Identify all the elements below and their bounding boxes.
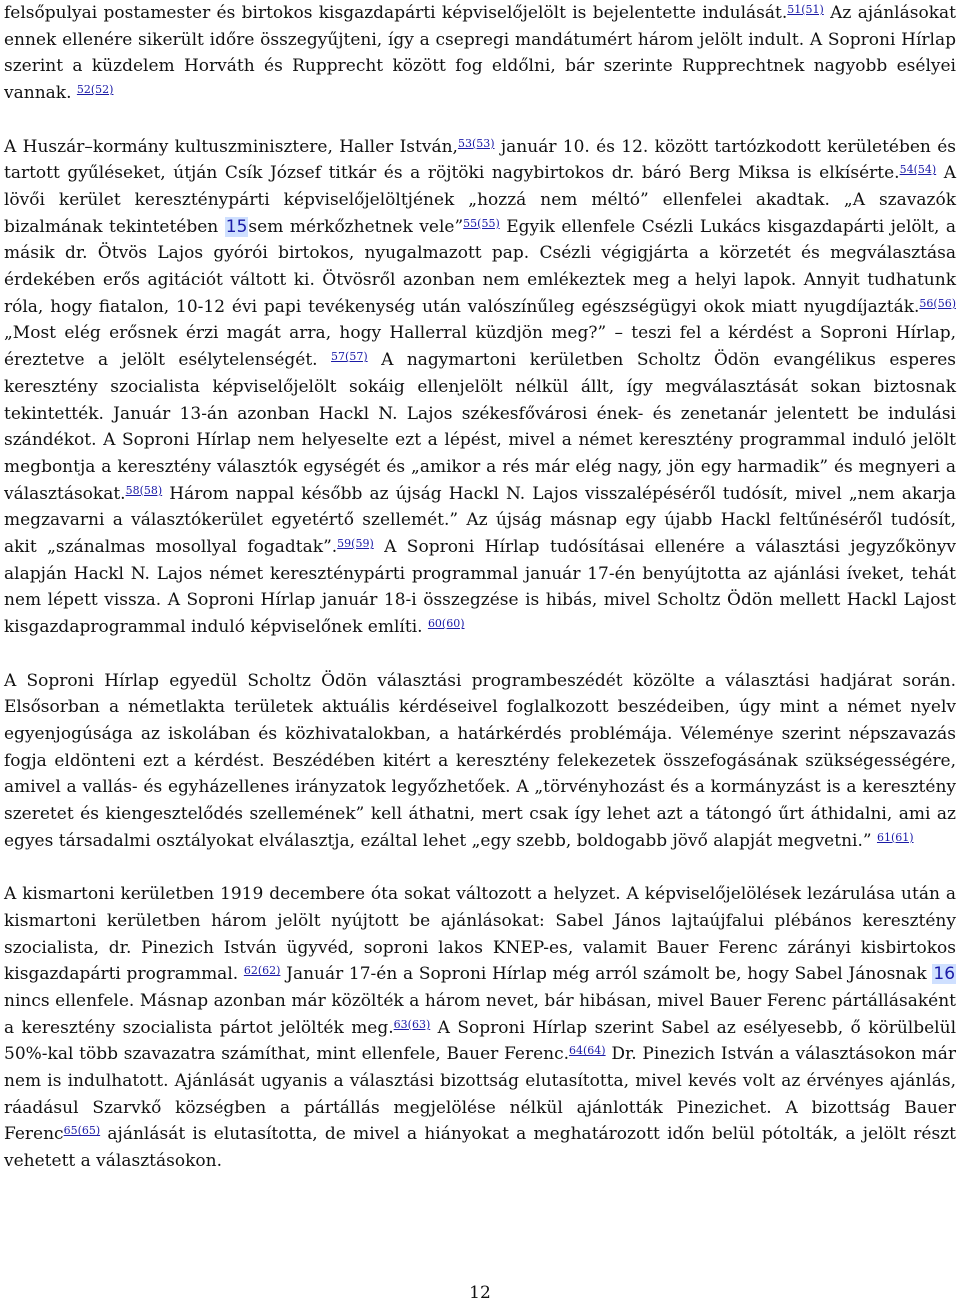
text-run: felsőpulyai postamester és birtokos kisgazdapárti képviselőjelölt is bejelentette indulását. (4, 3, 788, 23)
text-run: A nagymartoni kerületben Scholtz Ödön evangélikus esperes keresztény szocialista képviselőjelölt sokáig ellenjelölt nélkül állt, így megválasztását sokan biztosnak tekintették. Január 13-án azonban Hackl N. Lajos székesfővárosi ének- és zenetanár jelentett be indulási szándékot. A Soproni Hírlap nem helyeselte ezt a lépést, mivel a német keresztény programmal induló jelölt megbontja a keresztény választók egységét és „amikor a rés már elég nagy, jön egy harmadik” és megnyeri a választásokat. (4, 350, 956, 504)
footnote-link[interactable]: 62(62) (243, 964, 281, 978)
text-run: A lövői kerület kereszténypárti képviselőjelöltjének „hozzá nem méltó” ellenfelei akadtak. „A szavazók bizalmának tekintetében (4, 163, 957, 237)
footnote-link[interactable]: 56(56) (919, 296, 956, 310)
footnote-link[interactable]: 54(54) (899, 163, 937, 177)
paragraph (4, 134, 956, 641)
text-run: Január 17-én a Soproni Hírlap még arról számolt be, hogy Sabel Jánosnak (280, 964, 933, 985)
paragraph (4, 881, 956, 1175)
text-run: január 10. és 12. között tartózkodott kerületében és tartott gyűléseket, útján Csík József titkár és a röjtöki nagybirtokos dr. báró Berg Miksa is elkísérte. (4, 136, 957, 184)
text-run: A Soproni Hírlap tudósításai ellenére a választási jegyzőkönyv alapján Hackl N. Lajos német kereszténypárti programmal január 17-én benyújtotta az ajánlási íveket, tehát nem lépett vissza. A Soproni Hírlap január 18-i összegzése is hibás, mivel Scholtz Ödön mellett Hackl Lajost kisgazdaprogrammal induló képviselőnek említi. (4, 537, 956, 638)
footnote-link[interactable]: 60(60) (427, 617, 465, 631)
paragraph (4, 0, 956, 107)
document-body (4, 0, 956, 1175)
text-run: A Soproni Hírlap egyedül Scholtz Ödön választási programbeszédét közölte a választási hadjárat során. Elsősorban a németlakta területek aktuális kérdéseivel foglalkozott beszédeiben, úgy mint a német nyelv egyenjogúsága az iskolában és közhivatalokban, a határkérdés problémája. Véleménye szerint népszavazás fogja eldönteni ezt a kérdést. Beszédében kitért a keresztény felekezetek összefogásának szükségességére, amivel a vallás- és egyházellenes irányzatok legyőzhetőek. A „törvényhozást és a kormányzást is a keresztény szeretet és kiengesztelődés szellemének” kell áthatni, mert csak így lehet azt a tátongó űrt áthidalni, ami az egyes társadalmi osztályokat elválasztja, ezáltal lehet „egy szebb, boldogabb jövő alapját megvetni.” (4, 670, 956, 851)
footnote-link[interactable]: 51(51) (787, 3, 824, 16)
text-run: A Huszár–kormány kultuszminisztere, Haller István, (4, 136, 458, 157)
text-run: nincs ellenfele. Másnap azonban már közölték a három nevet, bár hibásan, mivel Bauer Ferenc pártállásaként a keresztény szocialista pártot jelölték meg. (4, 990, 956, 1038)
footnote-link[interactable]: 61(61) (876, 830, 914, 844)
text-run: A Soproni Hírlap szerint Sabel az esélyesebb, ő körülbelül 50%-kal több szavazatra számíthat, mint ellenfele, Bauer Ferenc. (4, 1017, 957, 1065)
text-run: „Most elég erősnek érzi magát arra, hogy Hallerral küzdjön meg?” – teszi fel a kérdést a Soproni Hírlap, éreztetve a jelölt esélytelenségét. (4, 323, 956, 371)
paragraph-gap (4, 641, 956, 668)
text-run: A kismartoni kerületben 1919 decembere óta sokat változott a helyzet. A képviselőjelölések lezárulása után a kismartoni kerületben három jelölt nyújtott be ajánlásokat: Sabel János lajtaújfalui plébános keresztény szocialista, dr. Pinezich István ügyvéd, soproni lakos KNEP-es, valamit Bauer Ferenc zárányi kisbirtokos kisgazdapárti programmal. (4, 884, 956, 985)
text-run: Egyik ellenfele Csézli Lukács kisgazdapárti jelölt, a másik dr. Ötvös Lajos gyórói birtokos, nyugalmazott pap. Csézli végigjárta a körzetét és megválasztása érdekében erős agitációt váltott ki. Ötvösről azonban nem emlékeztek meg a helyi lapok. Annyit tudhatunk róla, hogy fiatalon, 10-12 évi papi tevékenység után valószínűleg egészségügyi okok miatt nyugdíjazták. (4, 216, 956, 317)
text-run: Dr. Pinezich István a választásokon már nem is indulhatott. Ajánlását ugyanis a választási bizottság elutasította, mivel kevés volt az érvényes ajánlás, ráadásul Szarvkő községben a pártállás megjelölése nélkül ajánlották Pinezichet. A bizottság Bauer Ferenc (4, 1044, 956, 1145)
page-break-marker: 16 (933, 964, 956, 985)
paragraph (4, 668, 956, 855)
footnote-link[interactable]: 55(55) (463, 216, 500, 230)
page-break-marker: 15 (225, 216, 248, 237)
footnote-link[interactable]: 57(57) (331, 350, 368, 364)
paragraph-gap (4, 107, 956, 134)
footnote-link[interactable]: 63(63) (393, 1017, 431, 1031)
text-run: Három nappal később az újság Hackl N. Lajos visszalépéséről tudósít, mivel „nem akarja megzavarni a választókerület egyetértő szellemét.” Az újság másnap egy újabb Hackl feltűnéséről tudósít, akit „szánalmas mosollyal fogadtak”. (4, 483, 956, 558)
text-run: Az ajánlásokat ennek ellenére sikerült időre összegyűjteni, így a csepregi mandátumért három jelölt indult. A Soproni Hírlap szerint a küzdelem Horváth és Rupprecht között fog eldőlni, bár szerinte Rupprechtnek nagyobb esélyei vannak. (4, 3, 956, 104)
footnote-link[interactable]: 65(65) (63, 1124, 101, 1138)
paragraph-gap (4, 854, 956, 881)
footnote-link[interactable]: 64(64) (569, 1044, 606, 1058)
text-run: ajánlását is elutasította, de mivel a hiányokat a meghatározott időn belül pótolták, a jelölt részt vehetett a választásokon. (4, 1124, 956, 1172)
footnote-link[interactable]: 59(59) (337, 537, 374, 551)
footnote-link[interactable]: 52(52) (76, 83, 114, 97)
page-number: 12 (469, 1283, 491, 1303)
footnote-link[interactable]: 53(53) (457, 136, 495, 150)
text-run: sem mérkőzhetnek vele” (248, 216, 464, 237)
footnote-link[interactable]: 58(58) (125, 483, 163, 497)
